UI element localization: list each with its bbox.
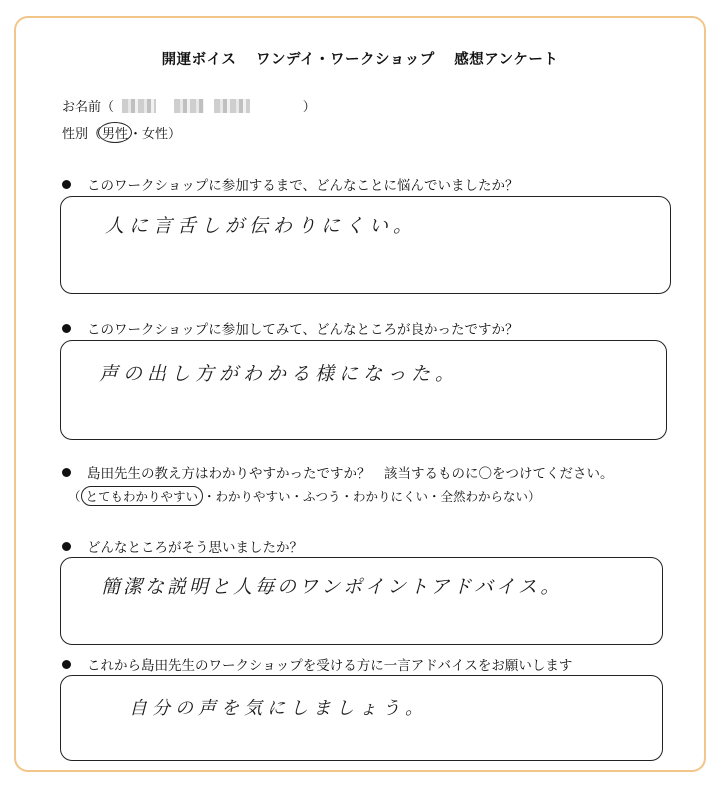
bullet-icon (62, 324, 71, 333)
question-3-text: 島田先生の教え方はわかりやすかったですか？ 該当するものに〇をつけてください。 (87, 466, 614, 482)
bullet-icon (62, 468, 71, 477)
answer-2-handwriting: 声の出し方がわかる様になった。 (99, 363, 460, 385)
gender-field (62, 122, 181, 143)
question-5 (62, 654, 572, 674)
answer-box-2 (60, 340, 667, 440)
question-4 (62, 536, 303, 556)
question-1 (62, 174, 518, 194)
survey-title (0, 48, 720, 69)
name-label: お名前（ (62, 100, 115, 115)
question-3-options (68, 486, 541, 506)
question-2 (62, 318, 518, 338)
answer-4-handwriting: 簡潔な説明と人毎のワンポイントアドバイス。 (101, 576, 563, 598)
name-close: ） (302, 100, 316, 115)
bullet-icon (62, 660, 71, 669)
answer-box-1 (60, 196, 671, 294)
redacted-name (214, 99, 250, 113)
gender-male-circled: 男性 (98, 122, 132, 143)
answer-1-handwriting: 人に言舌しが伝わりにくい。 (105, 215, 418, 237)
redacted-name (122, 99, 156, 113)
question-2-text: このワークショップに参加してみて、どんなところが良かったですか？ (87, 322, 519, 338)
selected-option-circled: とてもわかりやすい (81, 486, 204, 506)
answer-box-5 (60, 675, 663, 761)
title-part: ワンデイ・ワークショップ (256, 52, 435, 68)
bullet-icon (62, 180, 71, 189)
question-5-text: これから島田先生のワークショップを受ける方に一言アドバイスをお願いします (87, 658, 573, 674)
question-1-text: このワークショップに参加するまで、どんなことに悩んでいましたか？ (87, 178, 519, 194)
title-part: 開運ボイス (161, 52, 237, 68)
name-field (62, 96, 316, 115)
question-3 (62, 462, 614, 482)
redacted-name (174, 99, 204, 113)
answer-5-handwriting: 自分の声を気にしましょう。 (129, 698, 428, 719)
other-options: ・わかりやすい・ふつう・わかりにくい・全然わからない） (203, 489, 541, 504)
title-part: 感想アンケート (454, 52, 559, 68)
options-open: （ (68, 489, 81, 504)
question-4-text: どんなところがそう思いましたか？ (87, 540, 303, 556)
gender-label: 性別（ (62, 127, 102, 142)
bullet-icon (62, 542, 71, 551)
answer-box-4 (60, 557, 663, 645)
gender-rest: ・女性） (129, 127, 182, 142)
